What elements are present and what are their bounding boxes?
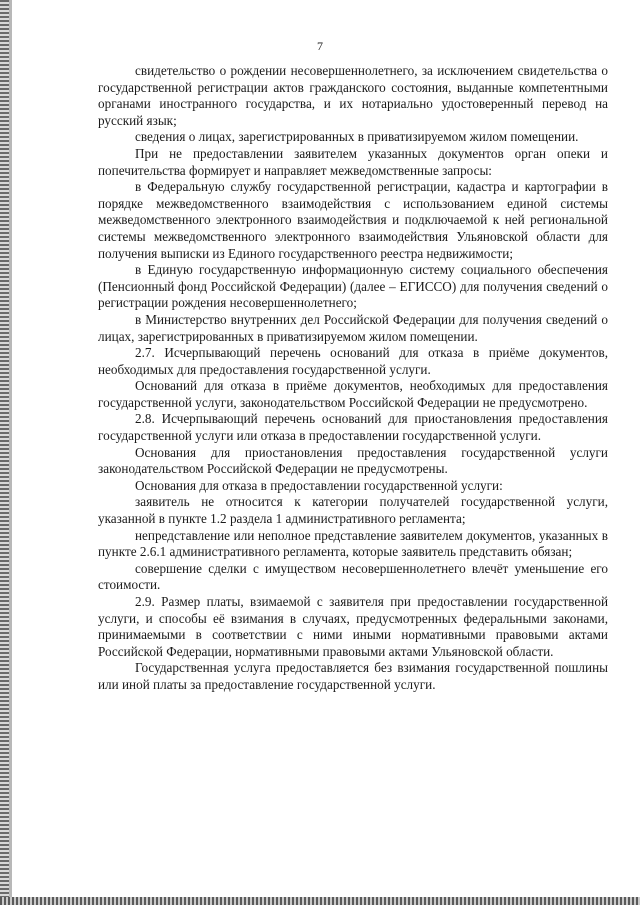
paragraph-refusal-ground-documents: непредставление или неполное представление заявителем документов, указанных в пункте 2.6.1 административного регламента, которые заявитель представить обязан; [98, 527, 608, 560]
scan-edge-bottom [0, 897, 640, 905]
paragraph-no-fee: Государственная услуга предоставляется без взимания государственной пошлины или иной платы за предоставление государственной услуги. [98, 660, 608, 692]
scan-edge-left-shadow [9, 0, 12, 905]
paragraph-refusal-ground-transaction: совершение сделки с имуществом несовершеннолетнего влечёт уменьшение его стоимости. [98, 560, 608, 593]
paragraph-birth-certificate: свидетельство о рождении несовершеннолетнего, за исключением свидетельства о государственной регистрации актов гражданского состояния, выданные компетентными органами иностранного государства, и их нотариально удостоверенный перевод на русский язык; [98, 63, 608, 128]
paragraph-section-2-9: 2.9. Размер платы, взимаемой с заявителя при предоставлении государственной услуги, и способы её взимания в случаях, предусмотренных федеральными законами, принимаемыми в соответствии с ними иными нормативными правовыми актами Российской Федерации, нормативными правовыми актами Ульяновской области. [98, 594, 608, 659]
paragraph-registered-persons: сведения о лицах, зарегистрированных в приватизируемом жилом помещении. [135, 129, 579, 145]
paragraph-egisso-request: в Единую государственную информационную систему социального обеспечения (Пенсионный фонд Российской Федерации) (далее – ЕГИССО) для получения сведений о регистрации рождения несовершеннолетнего; [98, 262, 608, 311]
paragraph-section-2-7: 2.7. Исчерпывающий перечень оснований для отказа в приёме документов, необходимых для предоставления государственной услуги. [98, 345, 608, 377]
document-body [98, 63, 608, 694]
paragraph-requests-intro: При не предоставлении заявителем указанных документов орган опеки и попечительства формирует и направляет межведомственные запросы: [98, 145, 608, 178]
paragraph-rosreestr-request: в Федеральную службу государственной регистрации, кадастра и картографии в порядке межведомственного взаимодействия с использованием единой системы межведомственного электронного взаимодействия и подключаемой к ней региональной системы межведомственного электронного взаимодействия Ульяновской области для получения выписки из Единого государственного реестра недвижимости; [98, 179, 608, 261]
page-number: 7 [317, 39, 323, 53]
paragraph-refusal-ground-category: заявитель не относится к категории получателей государственной услуги, указанной в пункте 1.2 раздела 1 административного регламента; [98, 494, 608, 527]
paragraph-refusal-grounds-intro: Основания для отказа в предоставлении государственной услуги: [135, 477, 503, 493]
scan-edge-left [0, 0, 9, 905]
paragraph-no-suspension-grounds: Основания для приостановления предоставления государственной услуги законодательством Российской Федерации не предусмотрены. [98, 444, 608, 477]
paragraph-no-refusal-grounds: Оснований для отказа в приёме документов, необходимых для предоставления государственной услуги, законодательством Российской Федерации не предусмотрено. [98, 378, 608, 410]
paragraph-section-2-8: 2.8. Исчерпывающий перечень оснований для приостановления предоставления государственной услуги или отказа в предоставлении государственной услуги. [98, 411, 608, 444]
paragraph-mvd-request: в Министерство внутренних дел Российской Федерации для получения сведений о лицах, зарегистрированных в приватизируемом жилом помещении. [98, 311, 608, 344]
